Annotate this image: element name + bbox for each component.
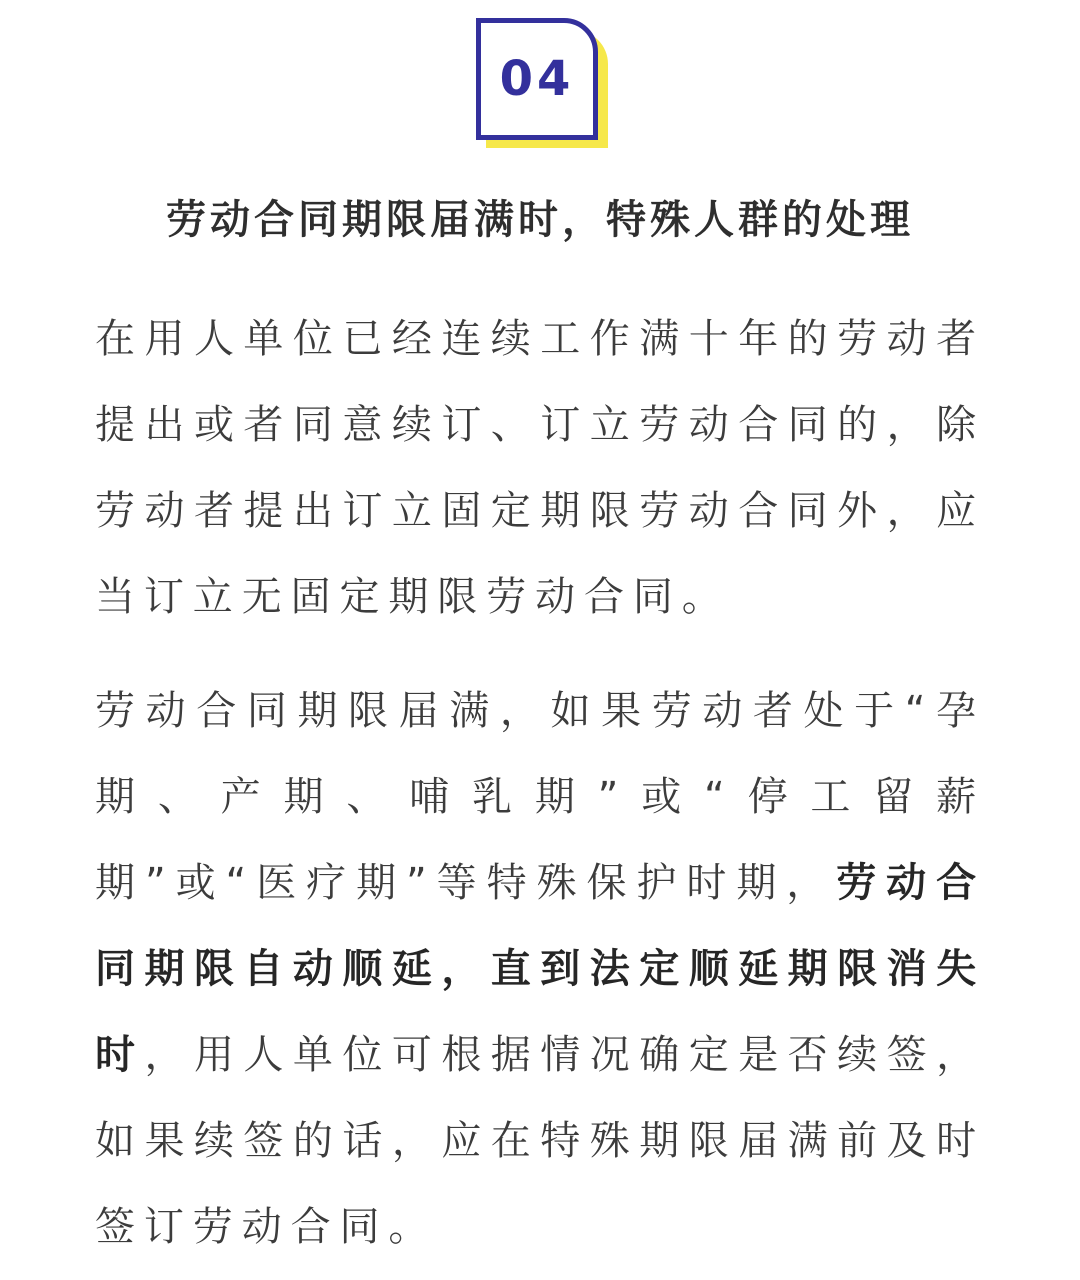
- section-number: 04: [499, 51, 575, 107]
- paragraph-2-text-b: ，用人单位可根据情况确定是否续签，如果续签的话，应在特殊期限届满前及时签订劳动合同。: [95, 1032, 985, 1250]
- paragraph-2: [95, 668, 985, 1270]
- badge-frame: [476, 18, 598, 140]
- section-heading: 劳动合同期限届满时，特殊人群的处理: [166, 197, 914, 243]
- section-number-badge: [476, 18, 616, 160]
- paragraph-2-bold-text: 劳动合同期限自动顺延，直到法定顺延期限消失时: [95, 860, 985, 1078]
- paragraph-2-text-a: 劳动合同期限届满，如果劳动者处于“孕期、产期、哺乳期”或“停工留薪期”或“医疗期”等特殊保护时期，: [95, 688, 985, 906]
- paragraph-1: 在用人单位已经连续工作满十年的劳动者提出或者同意续订、订立劳动合同的，除劳动者提出订立固定期限劳动合同外，应当订立无固定期限劳动合同。: [95, 316, 985, 620]
